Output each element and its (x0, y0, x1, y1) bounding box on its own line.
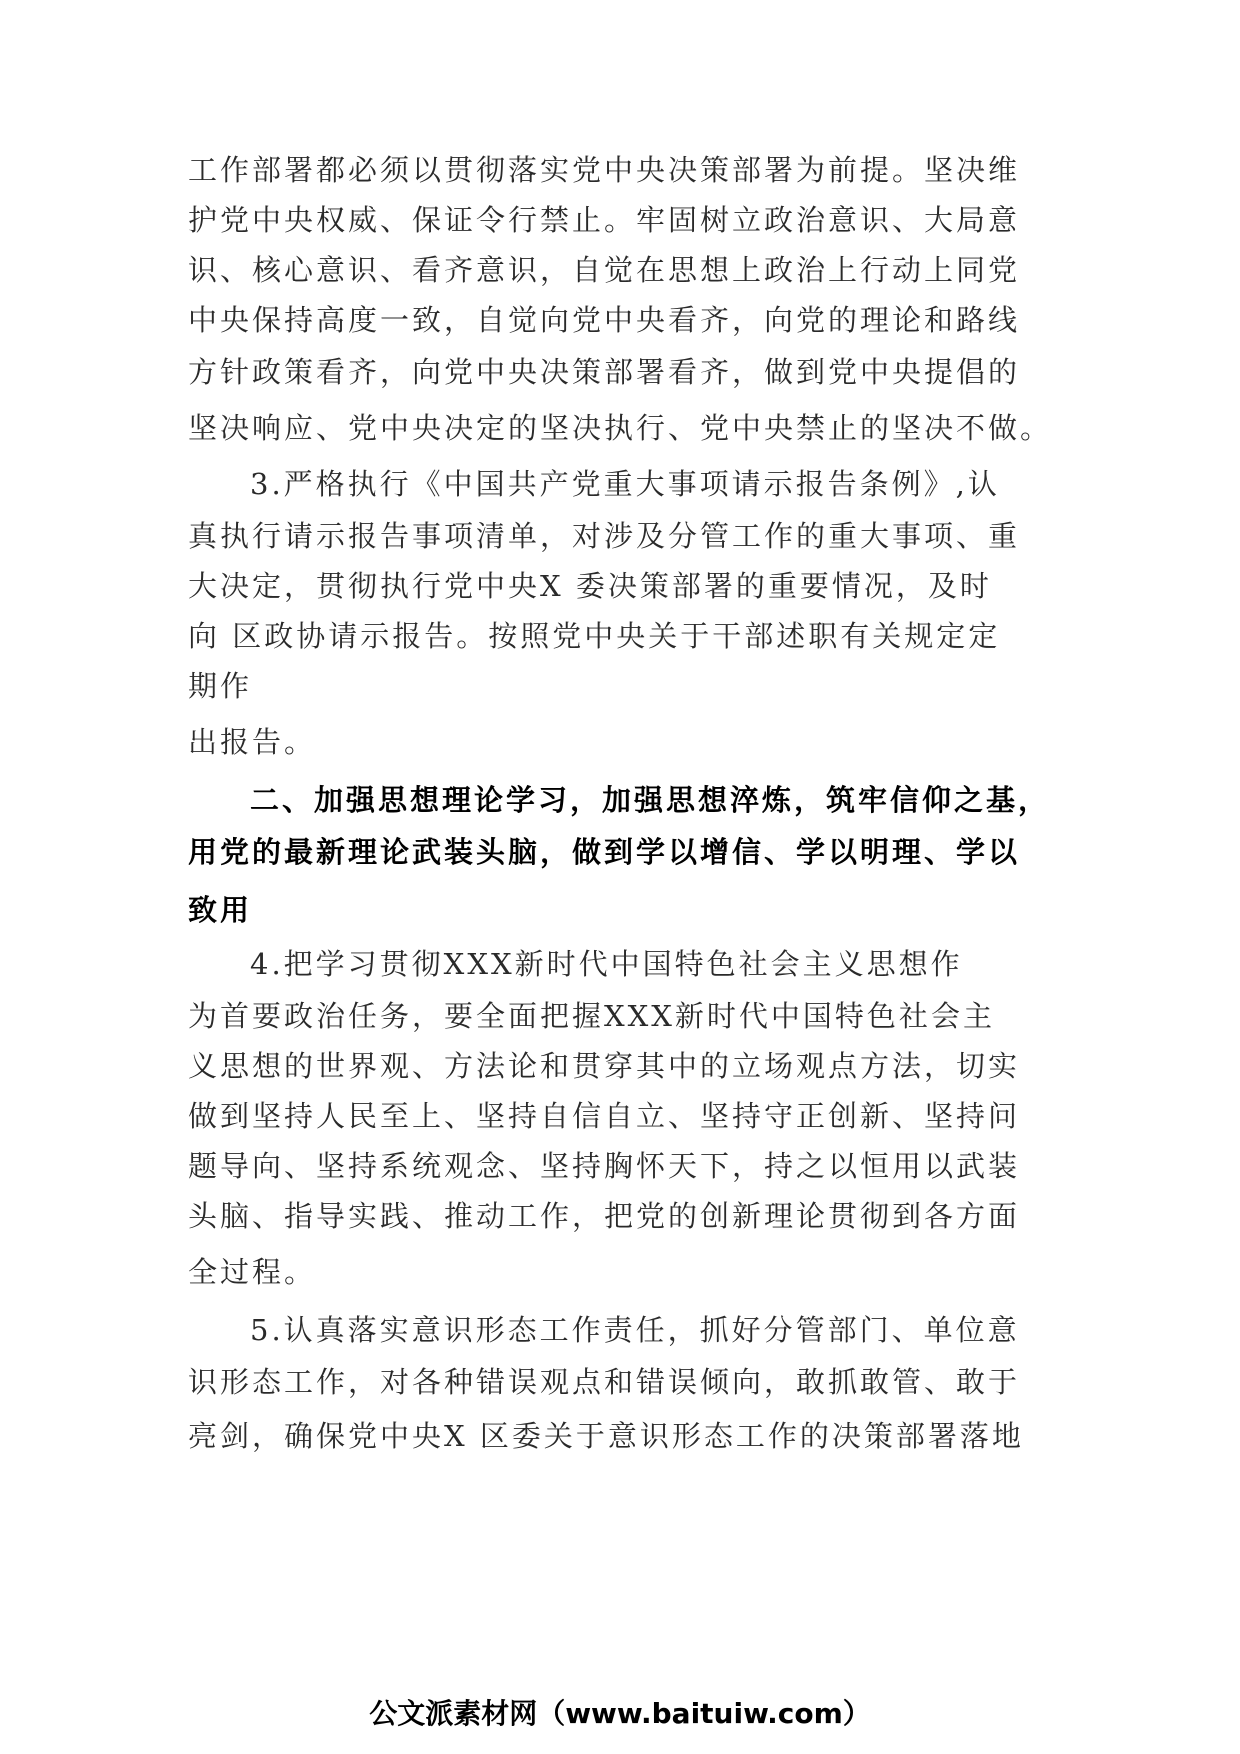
section-heading-line: 二、加强思想理论学习，加强思想淬炼，筑牢信仰之基， (250, 783, 1051, 817)
paragraph-line: 真执行请示报告事项清单，对涉及分管工作的重大事项、重 (188, 519, 1021, 553)
paragraph-line: 为首要政治任务，要全面把握XXX新时代中国特色社会主 (188, 999, 995, 1033)
paragraph-line: 全过程。 (188, 1255, 317, 1289)
paragraph-line: 识、核心意识、看齐意识，自觉在思想上政治上行动上同党 (188, 253, 1021, 287)
paragraph-line: 头脑、指导实践、推动工作，把党的创新理论贯彻到各方面 (188, 1199, 1021, 1233)
paragraph-line: 识形态工作，对各种错误观点和错误倾向，敢抓敢管、敢于 (188, 1365, 1021, 1399)
paragraph-item-3-line: 3.严格执行《中国共产党重大事项请示报告条例》,认 (250, 467, 1000, 501)
paragraph-line: 坚决响应、党中央决定的坚决执行、党中央禁止的坚决不做。 (188, 411, 1053, 445)
paragraph-line: 义思想的世界观、方法论和贯穿其中的立场观点方法，切实 (188, 1049, 1021, 1083)
paragraph-line: 工作部署都必须以贯彻落实党中央决策部署为前提。坚决维 (188, 153, 1021, 187)
paragraph-item-4-line: 4.把学习贯彻XXX新时代中国特色社会主义思想作 (250, 947, 963, 981)
paragraph-line: 大决定，贯彻执行党中央X 委决策部署的重要情况，及时 (188, 569, 992, 603)
paragraph-line: 出报告。 (188, 725, 317, 759)
paragraph-line: 做到坚持人民至上、坚持自信自立、坚持守正创新、坚持问 (188, 1099, 1021, 1133)
footer-watermark: 公文派素材网（www.baituiw.com） (369, 1697, 871, 1730)
paragraph-line: 向 区政协请示报告。按照党中央关于干部述职有关规定定 (188, 619, 1001, 653)
paragraph-line: 中央保持高度一致，自觉向党中央看齐，向党的理论和路线 (188, 303, 1021, 337)
section-heading-line: 用党的最新理论武装头脑，做到学以增信、学以明理、学以 (188, 835, 1021, 869)
paragraph-line: 题导向、坚持系统观念、坚持胸怀天下，持之以恒用以武装 (188, 1149, 1021, 1183)
section-heading-line: 致用 (188, 893, 253, 927)
paragraph-line: 亮剑，确保党中央X 区委关于意识形态工作的决策部署落地 (188, 1419, 1024, 1453)
paragraph-item-5-line: 5.认真落实意识形态工作责任，抓好分管部门、单位意 (250, 1313, 1020, 1347)
paragraph-line: 护党中央权威、保证令行禁止。牢固树立政治意识、大局意 (188, 203, 1021, 237)
paragraph-line: 方针政策看齐，向党中央决策部署看齐，做到党中央提倡的 (188, 355, 1021, 389)
paragraph-line: 期作 (188, 669, 253, 703)
